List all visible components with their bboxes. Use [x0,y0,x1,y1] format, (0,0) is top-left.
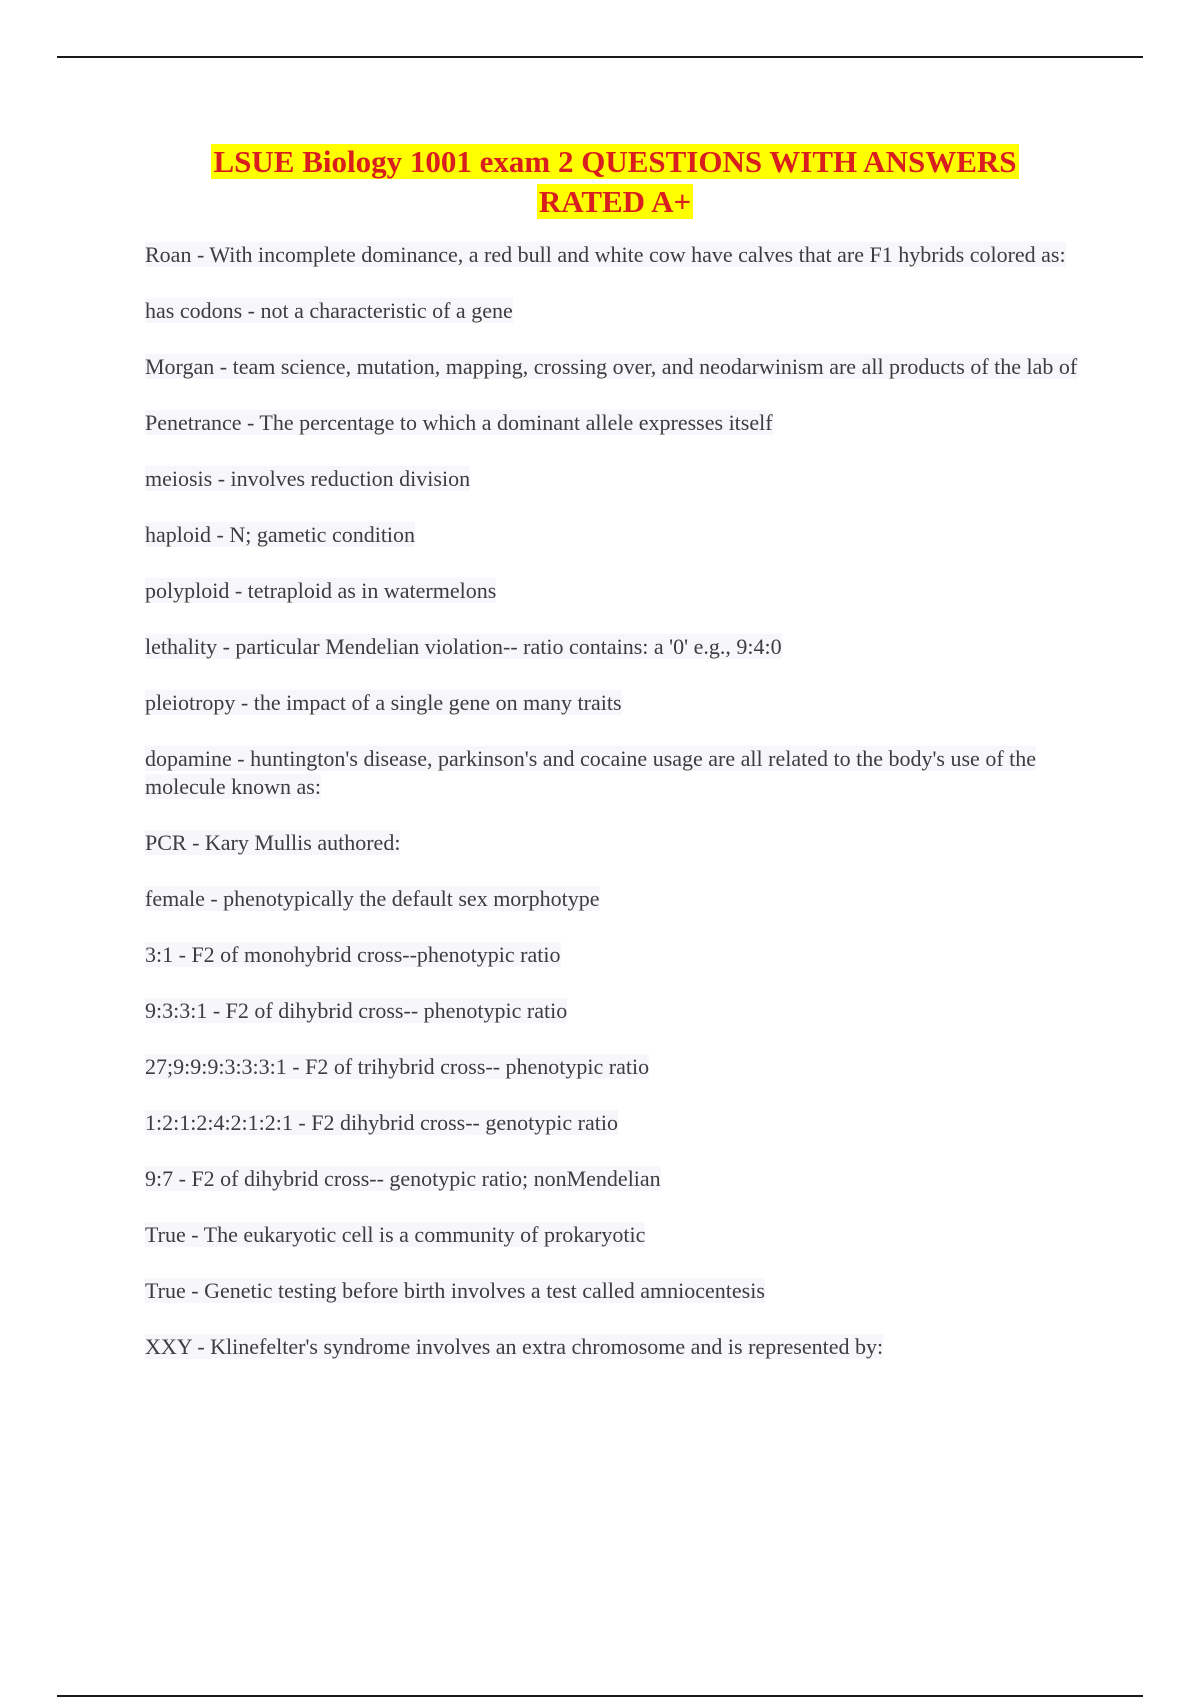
header-rule [57,56,1143,58]
qa-text: haploid - N; gametic condition [145,522,416,547]
qa-text: meiosis - involves reduction division [145,466,471,491]
document-title [145,142,1085,222]
qa-text: pleiotropy - the impact of a single gene on many traits [145,690,622,715]
qa-item [145,1053,1085,1081]
qa-text: 1:2:1:2:4:2:1:2:1 - F2 dihybrid cross-- genotypic ratio [145,1110,618,1135]
qa-item [145,997,1085,1025]
qa-text: 27;9:9:9:3:3:3:1 - F2 of trihybrid cross-- phenotypic ratio [145,1054,650,1079]
qa-item [145,1221,1085,1249]
qa-text: True - Genetic testing before birth involves a test called amniocentesis [145,1278,765,1303]
qa-item [145,521,1085,549]
qa-item [145,409,1085,437]
question-answer-list [145,241,1085,1389]
qa-item [145,1165,1085,1193]
qa-item [145,577,1085,605]
qa-item [145,829,1085,857]
qa-item [145,689,1085,717]
qa-text: dopamine - huntington's disease, parkinson's and cocaine usage are all related to the body's use of the molecule known as: [145,746,1037,799]
qa-item [145,1333,1085,1361]
qa-text: True - The eukaryotic cell is a community of prokaryotic [145,1222,646,1247]
qa-text: XXY - Klinefelter's syndrome involves an extra chromosome and is represented by: [145,1334,884,1359]
qa-item [145,353,1085,381]
qa-text: Morgan - team science, mutation, mapping, crossing over, and neodarwinism are all products of the lab of [145,354,1078,379]
document-title-line-2: RATED A+ [538,184,692,219]
qa-item [145,633,1085,661]
qa-text: 9:3:3:1 - F2 of dihybrid cross-- phenotypic ratio [145,998,568,1023]
qa-item [145,885,1085,913]
qa-item [145,745,1085,801]
footer-rule [57,1695,1143,1697]
qa-text: 9:7 - F2 of dihybrid cross-- genotypic ratio; nonMendelian [145,1166,661,1191]
qa-text: Penetrance - The percentage to which a dominant allele expresses itself [145,410,773,435]
qa-item [145,941,1085,969]
qa-text: lethality - particular Mendelian violation-- ratio contains: a '0' e.g., 9:4:0 [145,634,782,659]
qa-item [145,241,1085,269]
qa-text: 3:1 - F2 of monohybrid cross--phenotypic ratio [145,942,561,967]
qa-text: Roan - With incomplete dominance, a red bull and white cow have calves that are F1 hybrids colored as: [145,242,1066,267]
qa-item [145,1109,1085,1137]
qa-text: has codons - not a characteristic of a gene [145,298,513,323]
qa-text: PCR - Kary Mullis authored: [145,830,401,855]
qa-text: female - phenotypically the default sex morphotype [145,886,600,911]
qa-text: polyploid - tetraploid as in watermelons [145,578,497,603]
document-title-line-1: LSUE Biology 1001 exam 2 QUESTIONS WITH ANSWERS [213,144,1017,179]
qa-item [145,465,1085,493]
qa-item [145,297,1085,325]
qa-item [145,1277,1085,1305]
